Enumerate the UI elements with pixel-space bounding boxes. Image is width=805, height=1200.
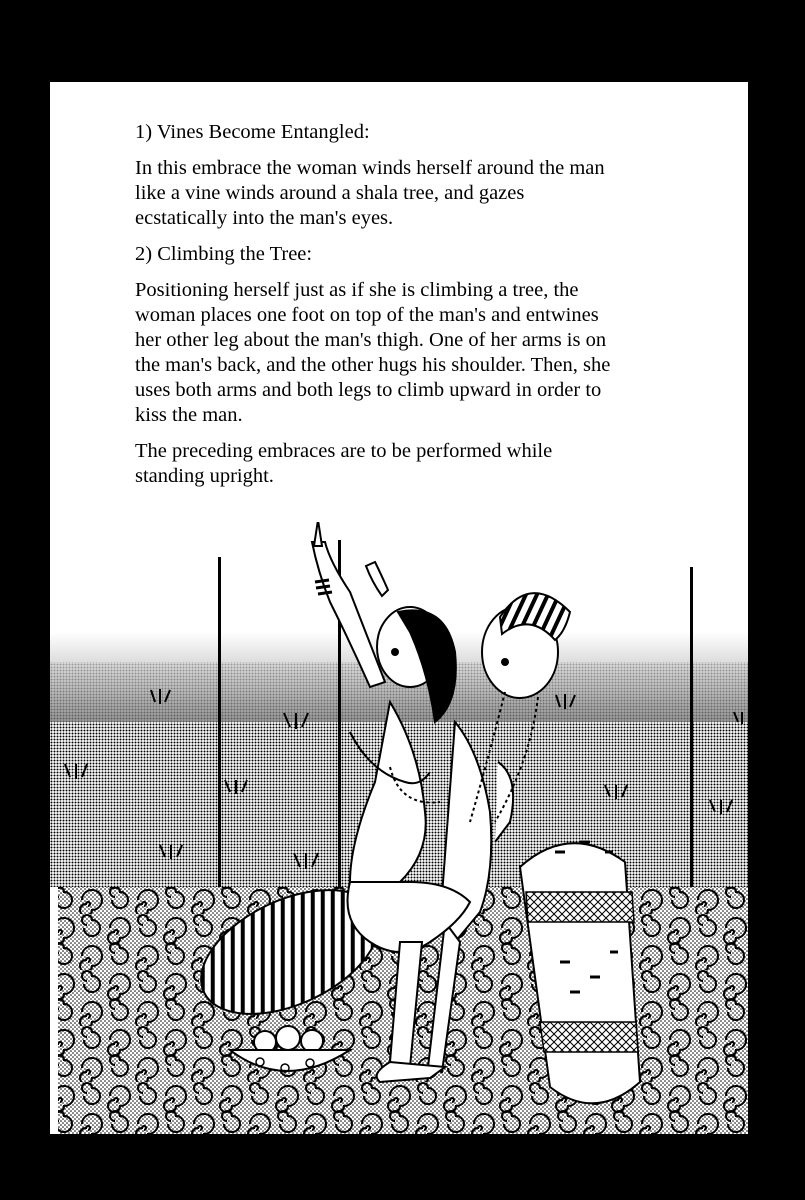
section1-body: In this embrace the woman winds herself around the man like a vine winds around a shala tree, and gazes ecstatically into the man's eyes. — [135, 157, 605, 229]
section1-heading: 1) Vines Become Entangled: — [135, 121, 370, 143]
section2-heading: 2) Climbing the Tree: — [135, 243, 313, 265]
embrace-illustration — [50, 522, 748, 1134]
text-block — [135, 120, 615, 500]
pole — [218, 557, 221, 887]
pole — [690, 567, 693, 887]
section2-body: Positioning herself just as if she is climbing a tree, the woman places one foot on top of the man's and entwines her other leg about the man's thigh. One of her arms is on the man's back, and the other hugs his shoulder. Then, she uses both arms and both legs to climb upward in order to kiss the man. — [135, 279, 611, 426]
page-sheet — [50, 82, 748, 1134]
closing-note: The preceding embraces are to be performed while standing upright. — [135, 440, 553, 487]
